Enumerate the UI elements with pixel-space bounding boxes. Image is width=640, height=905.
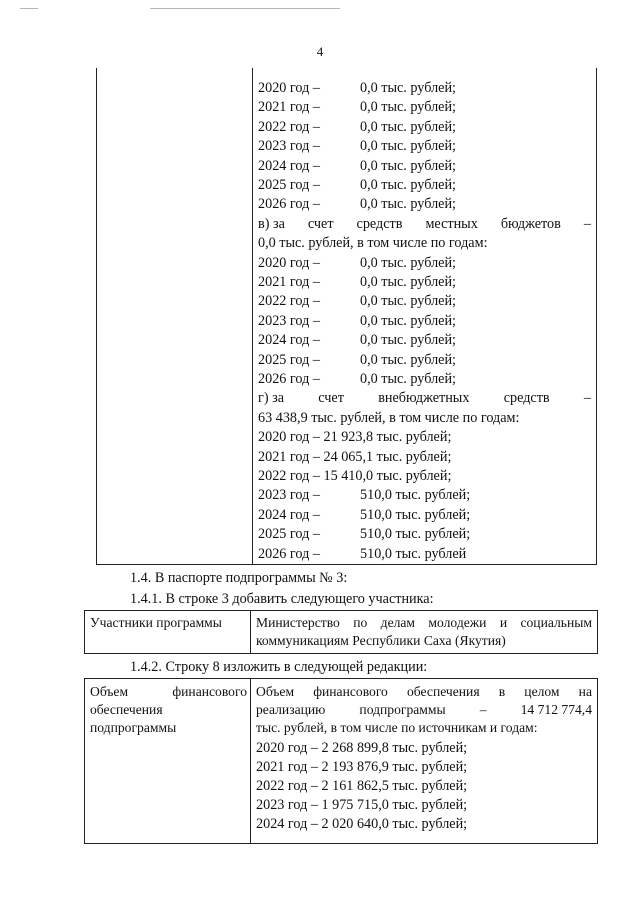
funding-year-line bbox=[258, 98, 456, 117]
funding-year: 2026 год – bbox=[258, 371, 320, 387]
funding-source-total: 63 438,9 тыс. рублей, в том числе по годам: bbox=[258, 409, 520, 426]
scan-artifact bbox=[150, 8, 340, 9]
funding-year: 2021 год – bbox=[258, 99, 320, 116]
funding-year-line bbox=[258, 312, 456, 331]
paragraph-1-4-2: 1.4.2. Строку 8 изложить в следующей редакции: bbox=[130, 659, 428, 675]
funding-year: 2020 год – 21 923,8 тыс. рублей; bbox=[258, 429, 452, 446]
word: средств bbox=[503, 390, 550, 407]
word: – bbox=[583, 215, 591, 232]
finance-label-line-1 bbox=[90, 683, 247, 701]
funding-amount: 0,0 тыс. рублей; bbox=[360, 99, 456, 116]
funding-year: 2023 год – bbox=[258, 138, 320, 155]
word: средств bbox=[356, 215, 403, 232]
funding-year: 2022 год – 15 410,0 тыс. рублей; bbox=[258, 468, 452, 484]
word: бюджетов bbox=[500, 215, 561, 232]
funding-source-heading bbox=[258, 215, 591, 234]
funding-amount: 0,0 тыс. рублей; bbox=[360, 351, 456, 368]
funding-year-line bbox=[258, 79, 456, 98]
participants-line-1 bbox=[256, 614, 592, 632]
funding-amount: 0,0 тыс. рублей; bbox=[360, 196, 456, 213]
funding-amount: 0,0 тыс. рублей; bbox=[360, 254, 456, 271]
word: молодежи bbox=[428, 615, 487, 630]
funding-year: 2024 год – bbox=[258, 506, 320, 523]
funding-year-line bbox=[258, 292, 456, 311]
funding-year: 2021 год – 24 065,1 тыс. рублей; bbox=[258, 448, 452, 465]
funding-year-line bbox=[258, 157, 456, 176]
funding-year: 2023 год – bbox=[258, 487, 320, 504]
finance-table-divider bbox=[250, 678, 251, 844]
funding-year-line bbox=[258, 428, 452, 447]
funding-amount: 0,0 тыс. рублей; bbox=[360, 157, 456, 174]
funding-year: 2021 год – bbox=[258, 274, 320, 290]
finance-label-line-3: подпрограммы bbox=[90, 720, 177, 735]
word: реализацию bbox=[256, 702, 326, 717]
word: социальным bbox=[520, 615, 592, 630]
funding-amount: 0,0 тыс. рублей; bbox=[360, 138, 456, 155]
word: обеспечения bbox=[407, 684, 480, 699]
finance-year-line: 2024 год – 2 020 640,0 тыс. рублей; bbox=[256, 816, 468, 832]
paragraph-1-4-1: 1.4.1. В строке 3 добавить следующего участника: bbox=[130, 591, 434, 607]
finance-year-line: 2022 год – 2 161 862,5 тыс. рублей; bbox=[256, 778, 468, 794]
paragraph-1-4: 1.4. В паспорте подпрограммы № 3: bbox=[130, 570, 348, 586]
funding-source-heading bbox=[258, 389, 591, 408]
page-number: 4 bbox=[316, 44, 324, 59]
word: подпрограммы bbox=[359, 702, 446, 717]
funding-year: 2026 год – bbox=[258, 196, 320, 213]
word: счет bbox=[307, 215, 334, 232]
funding-year-line bbox=[258, 331, 456, 350]
funding-amount: 0,0 тыс. рублей; bbox=[360, 118, 456, 135]
finance-line-1 bbox=[256, 683, 592, 701]
funding-year-line bbox=[258, 118, 456, 137]
word: 14 712 774,4 bbox=[520, 702, 592, 717]
funding-amount: 0,0 тыс. рублей; bbox=[360, 293, 456, 310]
funding-year: 2020 год – bbox=[258, 80, 320, 96]
word: местных bbox=[425, 215, 478, 232]
top-table-divider bbox=[252, 68, 253, 565]
funding-amount: 510,0 тыс. рублей; bbox=[360, 526, 471, 543]
participants-line-2: коммуникациям Республики Саха (Якутия) bbox=[256, 633, 506, 648]
word: финансового bbox=[313, 684, 388, 699]
funding-year-line bbox=[258, 506, 470, 525]
funding-year-line bbox=[258, 176, 456, 195]
finance-line-2 bbox=[256, 701, 592, 719]
funding-year: 2024 год – bbox=[258, 157, 320, 174]
funding-year-line bbox=[258, 525, 470, 544]
word: Объем bbox=[256, 684, 295, 699]
scan-artifact bbox=[20, 8, 38, 9]
finance-year-line: 2021 год – 2 193 876,9 тыс. рублей; bbox=[256, 759, 468, 775]
funding-year-line bbox=[258, 486, 470, 505]
funding-amount: 510,0 тыс. рублей; bbox=[360, 487, 471, 504]
funding-year: 2020 год – bbox=[258, 254, 320, 271]
funding-year: 2024 год – bbox=[258, 332, 320, 349]
funding-year: 2022 год – bbox=[258, 293, 320, 310]
word: по bbox=[353, 615, 368, 630]
finance-year-line: 2020 год – 2 268 899,8 тыс. рублей; bbox=[256, 740, 468, 756]
funding-source-total: 0,0 тыс. рублей, в том числе по годам: bbox=[258, 235, 488, 252]
word: финансового bbox=[172, 684, 247, 699]
funding-amount: 0,0 тыс. рублей; bbox=[360, 371, 456, 387]
word: Объем bbox=[90, 684, 129, 699]
funding-amount: 510,0 тыс. рублей bbox=[360, 545, 467, 562]
finance-year-line: 2023 год – 1 975 715,0 тыс. рублей; bbox=[256, 797, 468, 813]
finance-line-3: тыс. рублей, в том числе по источникам и годам: bbox=[256, 720, 538, 735]
finance-label-line-2: обеспечения bbox=[90, 702, 163, 717]
funding-year: 2026 год – bbox=[258, 545, 320, 562]
word: внебюджетных bbox=[378, 390, 470, 407]
funding-year-line bbox=[258, 195, 456, 214]
word: делам bbox=[380, 615, 416, 630]
word: в bbox=[498, 684, 506, 699]
funding-year-line bbox=[258, 467, 452, 486]
funding-amount: 0,0 тыс. рублей; bbox=[360, 312, 456, 329]
funding-year-line bbox=[258, 370, 456, 389]
participants-label: Участники программы bbox=[90, 615, 222, 630]
funding-amount: 510,0 тыс. рублей; bbox=[360, 506, 471, 523]
funding-amount: 0,0 тыс. рублей; bbox=[360, 274, 456, 290]
funding-year: 2022 год – bbox=[258, 118, 320, 135]
funding-year: 2025 год – bbox=[258, 351, 320, 368]
funding-year: 2023 год – bbox=[258, 312, 320, 329]
word: – bbox=[479, 702, 487, 717]
funding-year-line bbox=[258, 545, 466, 564]
funding-year-line bbox=[258, 254, 456, 273]
word: Министерство bbox=[256, 615, 340, 630]
word: – bbox=[583, 390, 591, 407]
funding-amount: 0,0 тыс. рублей; bbox=[360, 332, 456, 349]
funding-amount: 0,0 тыс. рублей; bbox=[360, 80, 456, 96]
funding-year-line bbox=[258, 448, 452, 467]
funding-amount: 0,0 тыс. рублей; bbox=[360, 177, 456, 193]
funding-year-line bbox=[258, 137, 456, 156]
word: на bbox=[578, 684, 592, 699]
participants-table-divider bbox=[250, 610, 251, 654]
word: счет bbox=[318, 390, 344, 407]
word: г) за bbox=[258, 390, 284, 407]
word: в) за bbox=[258, 215, 285, 232]
funding-year: 2025 год – bbox=[258, 526, 320, 543]
word: и bbox=[499, 615, 508, 630]
word: целом bbox=[524, 684, 560, 699]
funding-year: 2025 год – bbox=[258, 177, 320, 193]
funding-year-line bbox=[258, 273, 456, 292]
funding-year-line bbox=[258, 351, 456, 370]
